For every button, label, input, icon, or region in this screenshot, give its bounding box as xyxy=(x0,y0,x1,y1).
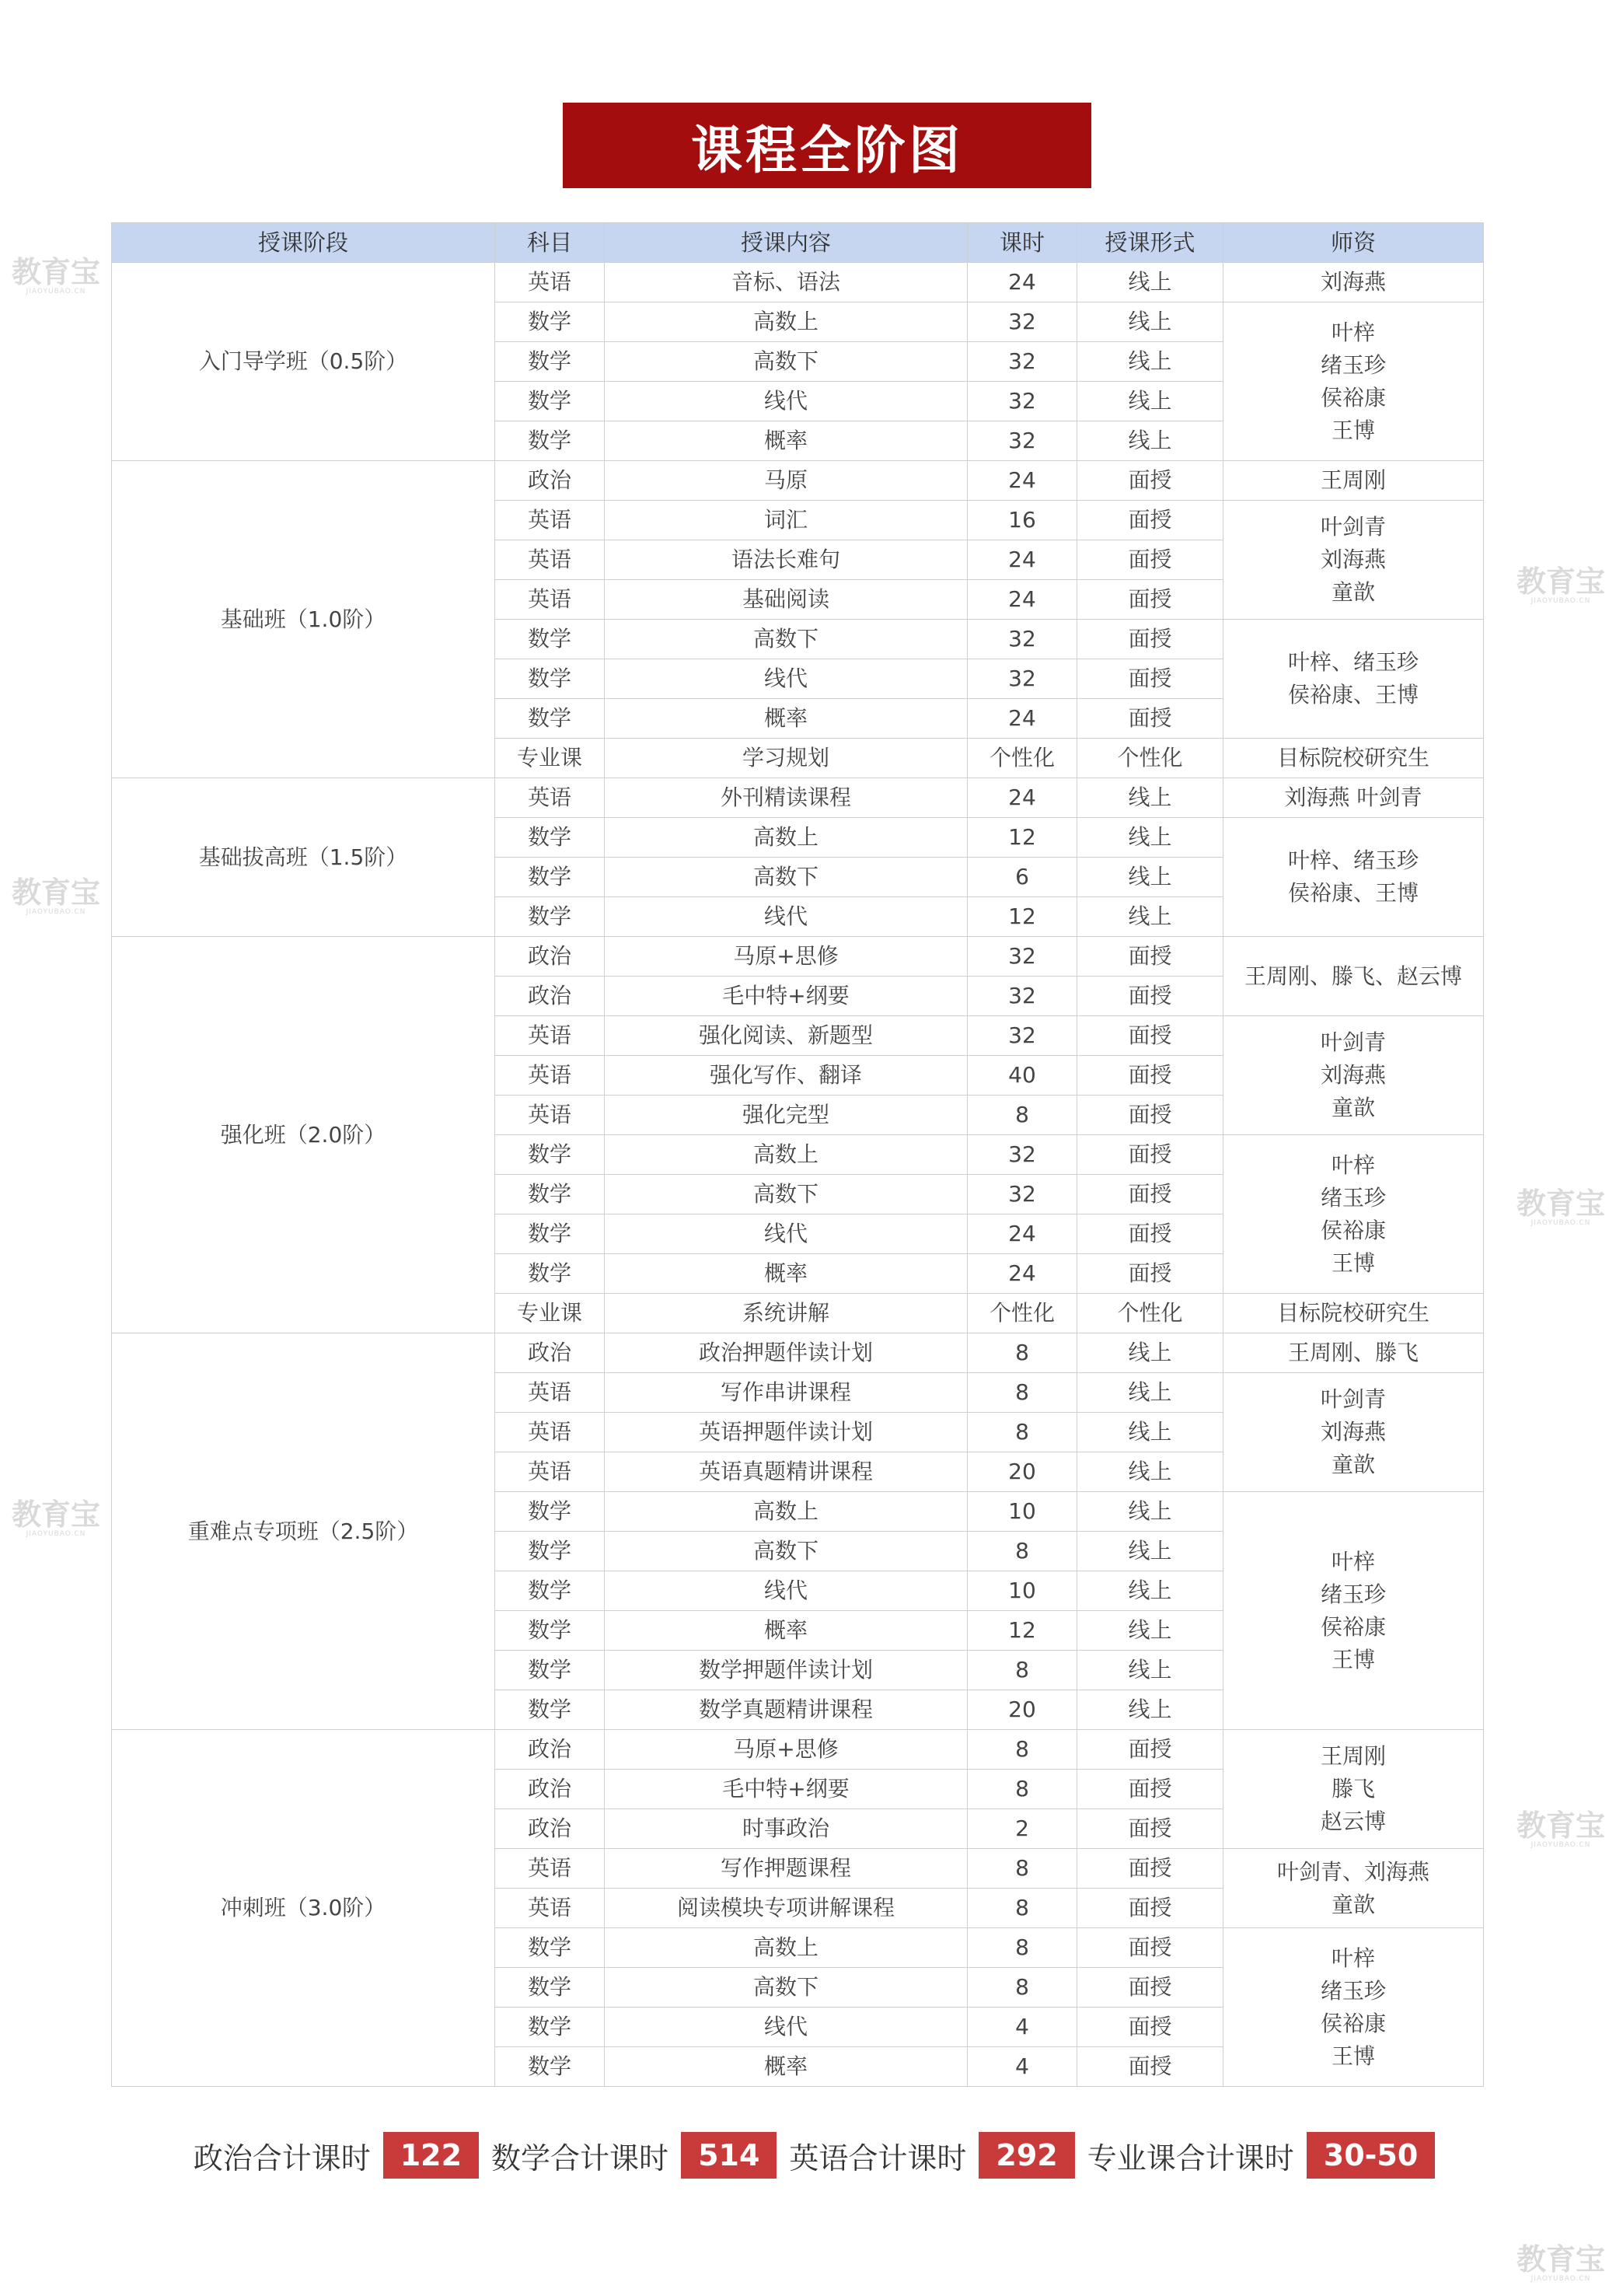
watermark-logo: 教育宝 JIAOYUBAO.CN xyxy=(1516,564,1605,605)
content-cell: 概率 xyxy=(605,1611,968,1651)
mode-cell: 面授 xyxy=(1077,580,1223,620)
hours-cell: 24 xyxy=(968,778,1077,818)
mode-cell: 面授 xyxy=(1077,1849,1223,1889)
header-subject: 科目 xyxy=(495,223,605,263)
table-row xyxy=(112,778,1484,818)
total-value-english: 292 xyxy=(979,2132,1074,2179)
subject-cell: 英语 xyxy=(495,1373,605,1413)
hours-cell: 24 xyxy=(968,263,1077,302)
hours-cell: 4 xyxy=(968,2047,1077,2087)
content-cell: 写作串讲课程 xyxy=(605,1373,968,1413)
teacher-cell: 刘海燕 xyxy=(1223,263,1484,302)
mode-cell: 线上 xyxy=(1077,263,1223,302)
stage-cell: 入门导学班（0.5阶） xyxy=(112,263,495,461)
content-cell: 线代 xyxy=(605,1571,968,1611)
teacher-cell: 王周刚 滕飞 赵云博 xyxy=(1223,1730,1484,1849)
mode-cell: 个性化 xyxy=(1077,1294,1223,1333)
subject-cell: 数学 xyxy=(495,659,605,699)
subject-cell: 专业课 xyxy=(495,739,605,778)
teacher-cell: 叶剑青 刘海燕 童歆 xyxy=(1223,1373,1484,1492)
mode-cell: 面授 xyxy=(1077,1254,1223,1294)
subject-cell: 数学 xyxy=(495,1928,605,1968)
subject-cell: 数学 xyxy=(495,302,605,342)
mode-cell: 线上 xyxy=(1077,1571,1223,1611)
hours-cell: 6 xyxy=(968,858,1077,897)
watermark-logo: 教育宝 JIAOYUBAO.CN xyxy=(11,255,100,295)
mode-cell: 面授 xyxy=(1077,977,1223,1016)
subject-cell: 英语 xyxy=(495,1016,605,1056)
hours-cell: 8 xyxy=(968,1928,1077,1968)
hours-cell: 10 xyxy=(968,1571,1077,1611)
mode-cell: 线上 xyxy=(1077,1611,1223,1651)
content-cell: 系统讲解 xyxy=(605,1294,968,1333)
total-value-math: 514 xyxy=(681,2132,777,2179)
teacher-cell: 叶梓 绪玉珍 侯裕康 王博 xyxy=(1223,302,1484,461)
subject-cell: 数学 xyxy=(495,1571,605,1611)
hours-cell: 24 xyxy=(968,580,1077,620)
subject-cell: 数学 xyxy=(495,1532,605,1571)
hours-cell: 12 xyxy=(968,1611,1077,1651)
teacher-cell: 目标院校研究生 xyxy=(1223,739,1484,778)
hours-cell: 16 xyxy=(968,501,1077,540)
watermark-logo: 教育宝 JIAOYUBAO.CN xyxy=(1516,2242,1605,2283)
mode-cell: 线上 xyxy=(1077,1532,1223,1571)
hours-cell: 32 xyxy=(968,1175,1077,1214)
teacher-cell: 王周刚、滕飞、赵云博 xyxy=(1223,937,1484,1016)
mode-cell: 面授 xyxy=(1077,2008,1223,2047)
teacher-cell: 王周刚 xyxy=(1223,461,1484,501)
mode-cell: 线上 xyxy=(1077,382,1223,421)
teacher-cell: 目标院校研究生 xyxy=(1223,1294,1484,1333)
subject-cell: 英语 xyxy=(495,1056,605,1096)
teacher-cell: 叶梓、绪玉珍 侯裕康、王博 xyxy=(1223,620,1484,739)
total-label-math: 数学合计课时 xyxy=(491,2140,669,2175)
content-cell: 英语真题精讲课程 xyxy=(605,1452,968,1492)
content-cell: 马原+思修 xyxy=(605,1730,968,1770)
mode-cell: 面授 xyxy=(1077,1968,1223,2008)
content-cell: 强化写作、翻译 xyxy=(605,1056,968,1096)
teacher-cell: 叶剑青 刘海燕 童歆 xyxy=(1223,501,1484,620)
course-table xyxy=(111,222,1484,2087)
subject-cell: 英语 xyxy=(495,1452,605,1492)
table-row xyxy=(112,1333,1484,1373)
stage-cell: 基础拔高班（1.5阶） xyxy=(112,778,495,937)
hours-cell: 12 xyxy=(968,818,1077,858)
subject-cell: 专业课 xyxy=(495,1294,605,1333)
mode-cell: 线上 xyxy=(1077,302,1223,342)
hours-cell: 8 xyxy=(968,1968,1077,2008)
table-row xyxy=(112,263,1484,302)
subject-cell: 数学 xyxy=(495,1968,605,2008)
subject-cell: 政治 xyxy=(495,1730,605,1770)
content-cell: 数学真题精讲课程 xyxy=(605,1690,968,1730)
mode-cell: 面授 xyxy=(1077,1175,1223,1214)
subject-cell: 英语 xyxy=(495,263,605,302)
content-cell: 高数下 xyxy=(605,1532,968,1571)
teacher-cell: 叶梓 绪玉珍 侯裕康 王博 xyxy=(1223,1928,1484,2087)
content-cell: 高数下 xyxy=(605,1175,968,1214)
content-cell: 线代 xyxy=(605,1214,968,1254)
subject-cell: 数学 xyxy=(495,897,605,937)
content-cell: 毛中特+纲要 xyxy=(605,977,968,1016)
hours-cell: 32 xyxy=(968,382,1077,421)
content-cell: 概率 xyxy=(605,421,968,461)
totals-bar xyxy=(0,2132,1616,2179)
header-teacher: 师资 xyxy=(1223,223,1484,263)
mode-cell: 线上 xyxy=(1077,778,1223,818)
mode-cell: 面授 xyxy=(1077,1096,1223,1135)
total-label-english: 英语合计课时 xyxy=(789,2140,967,2175)
content-cell: 外刊精读课程 xyxy=(605,778,968,818)
mode-cell: 线上 xyxy=(1077,1651,1223,1690)
subject-cell: 数学 xyxy=(495,1214,605,1254)
teacher-cell: 王周刚、滕飞 xyxy=(1223,1333,1484,1373)
content-cell: 概率 xyxy=(605,2047,968,2087)
mode-cell: 线上 xyxy=(1077,1373,1223,1413)
total-value-major: 30-50 xyxy=(1307,2132,1436,2179)
mode-cell: 线上 xyxy=(1077,1690,1223,1730)
mode-cell: 线上 xyxy=(1077,1452,1223,1492)
teacher-cell: 叶梓、绪玉珍 侯裕康、王博 xyxy=(1223,818,1484,937)
subject-cell: 数学 xyxy=(495,1651,605,1690)
teacher-cell: 叶剑青、刘海燕 童歆 xyxy=(1223,1849,1484,1928)
mode-cell: 面授 xyxy=(1077,1214,1223,1254)
mode-cell: 面授 xyxy=(1077,1056,1223,1096)
subject-cell: 数学 xyxy=(495,2008,605,2047)
subject-cell: 英语 xyxy=(495,778,605,818)
subject-cell: 英语 xyxy=(495,540,605,580)
mode-cell: 个性化 xyxy=(1077,739,1223,778)
subject-cell: 数学 xyxy=(495,699,605,739)
hours-cell: 32 xyxy=(968,421,1077,461)
content-cell: 线代 xyxy=(605,382,968,421)
hours-cell: 8 xyxy=(968,1532,1077,1571)
content-cell: 高数上 xyxy=(605,818,968,858)
mode-cell: 面授 xyxy=(1077,2047,1223,2087)
content-cell: 基础阅读 xyxy=(605,580,968,620)
mode-cell: 面授 xyxy=(1077,659,1223,699)
hours-cell: 32 xyxy=(968,342,1077,382)
mode-cell: 面授 xyxy=(1077,1135,1223,1175)
subject-cell: 数学 xyxy=(495,1611,605,1651)
hours-cell: 32 xyxy=(968,620,1077,659)
hours-cell: 20 xyxy=(968,1690,1077,1730)
header-content: 授课内容 xyxy=(605,223,968,263)
subject-cell: 数学 xyxy=(495,620,605,659)
mode-cell: 面授 xyxy=(1077,1889,1223,1928)
hours-cell: 40 xyxy=(968,1056,1077,1096)
content-cell: 学习规划 xyxy=(605,739,968,778)
hours-cell: 个性化 xyxy=(968,1294,1077,1333)
subject-cell: 政治 xyxy=(495,461,605,501)
content-cell: 时事政治 xyxy=(605,1809,968,1849)
mode-cell: 面授 xyxy=(1077,1809,1223,1849)
content-cell: 高数上 xyxy=(605,1928,968,1968)
content-cell: 高数上 xyxy=(605,302,968,342)
content-cell: 线代 xyxy=(605,659,968,699)
mode-cell: 线上 xyxy=(1077,897,1223,937)
content-cell: 词汇 xyxy=(605,501,968,540)
mode-cell: 面授 xyxy=(1077,620,1223,659)
table-header-row xyxy=(112,223,1484,263)
teacher-cell: 刘海燕 叶剑青 xyxy=(1223,778,1484,818)
hours-cell: 32 xyxy=(968,1135,1077,1175)
hours-cell: 24 xyxy=(968,699,1077,739)
stage-cell: 重难点专项班（2.5阶） xyxy=(112,1333,495,1730)
table-row xyxy=(112,1730,1484,1770)
hours-cell: 32 xyxy=(968,302,1077,342)
hours-cell: 2 xyxy=(968,1809,1077,1849)
header-mode: 授课形式 xyxy=(1077,223,1223,263)
table-row xyxy=(112,461,1484,501)
subject-cell: 数学 xyxy=(495,342,605,382)
hours-cell: 24 xyxy=(968,1254,1077,1294)
hours-cell: 个性化 xyxy=(968,739,1077,778)
content-cell: 线代 xyxy=(605,897,968,937)
subject-cell: 政治 xyxy=(495,1333,605,1373)
total-label-politics: 政治合计课时 xyxy=(193,2140,371,2175)
mode-cell: 线上 xyxy=(1077,858,1223,897)
total-value-politics: 122 xyxy=(383,2132,479,2179)
subject-cell: 数学 xyxy=(495,421,605,461)
content-cell: 阅读模块专项讲解课程 xyxy=(605,1889,968,1928)
hours-cell: 20 xyxy=(968,1452,1077,1492)
content-cell: 政治押题伴读计划 xyxy=(605,1333,968,1373)
content-cell: 马原+思修 xyxy=(605,937,968,977)
mode-cell: 线上 xyxy=(1077,421,1223,461)
hours-cell: 8 xyxy=(968,1889,1077,1928)
hours-cell: 4 xyxy=(968,2008,1077,2047)
hours-cell: 12 xyxy=(968,897,1077,937)
watermark-logo: 教育宝 JIAOYUBAO.CN xyxy=(1516,1186,1605,1227)
mode-cell: 线上 xyxy=(1077,342,1223,382)
mode-cell: 线上 xyxy=(1077,818,1223,858)
subject-cell: 数学 xyxy=(495,2047,605,2087)
content-cell: 强化完型 xyxy=(605,1096,968,1135)
subject-cell: 政治 xyxy=(495,937,605,977)
subject-cell: 数学 xyxy=(495,1135,605,1175)
hours-cell: 8 xyxy=(968,1096,1077,1135)
mode-cell: 面授 xyxy=(1077,937,1223,977)
watermark-logo: 教育宝 JIAOYUBAO.CN xyxy=(11,1497,100,1538)
subject-cell: 英语 xyxy=(495,1096,605,1135)
content-cell: 概率 xyxy=(605,699,968,739)
hours-cell: 10 xyxy=(968,1492,1077,1532)
content-cell: 高数上 xyxy=(605,1135,968,1175)
content-cell: 强化阅读、新题型 xyxy=(605,1016,968,1056)
content-cell: 高数下 xyxy=(605,342,968,382)
hours-cell: 24 xyxy=(968,1214,1077,1254)
header-hours: 课时 xyxy=(968,223,1077,263)
subject-cell: 英语 xyxy=(495,1849,605,1889)
header-stage: 授课阶段 xyxy=(112,223,495,263)
mode-cell: 线上 xyxy=(1077,1492,1223,1532)
hours-cell: 8 xyxy=(968,1413,1077,1452)
hours-cell: 8 xyxy=(968,1770,1077,1809)
content-cell: 数学押题伴读计划 xyxy=(605,1651,968,1690)
mode-cell: 面授 xyxy=(1077,461,1223,501)
subject-cell: 数学 xyxy=(495,382,605,421)
mode-cell: 面授 xyxy=(1077,501,1223,540)
content-cell: 高数上 xyxy=(605,1492,968,1532)
content-cell: 高数下 xyxy=(605,620,968,659)
content-cell: 写作押题课程 xyxy=(605,1849,968,1889)
teacher-cell: 叶剑青 刘海燕 童歆 xyxy=(1223,1016,1484,1135)
subject-cell: 英语 xyxy=(495,1413,605,1452)
hours-cell: 8 xyxy=(968,1730,1077,1770)
hours-cell: 8 xyxy=(968,1373,1077,1413)
content-cell: 音标、语法 xyxy=(605,263,968,302)
teacher-cell: 叶梓 绪玉珍 侯裕康 王博 xyxy=(1223,1135,1484,1294)
mode-cell: 面授 xyxy=(1077,1016,1223,1056)
watermark-logo: 教育宝 JIAOYUBAO.CN xyxy=(1516,1808,1605,1849)
content-cell: 高数下 xyxy=(605,1968,968,2008)
subject-cell: 数学 xyxy=(495,818,605,858)
mode-cell: 面授 xyxy=(1077,1928,1223,1968)
hours-cell: 32 xyxy=(968,659,1077,699)
teacher-cell: 叶梓 绪玉珍 侯裕康 王博 xyxy=(1223,1492,1484,1730)
subject-cell: 英语 xyxy=(495,1889,605,1928)
hours-cell: 24 xyxy=(968,540,1077,580)
mode-cell: 线上 xyxy=(1077,1413,1223,1452)
hours-cell: 8 xyxy=(968,1651,1077,1690)
subject-cell: 政治 xyxy=(495,977,605,1016)
mode-cell: 面授 xyxy=(1077,699,1223,739)
content-cell: 线代 xyxy=(605,2008,968,2047)
content-cell: 马原 xyxy=(605,461,968,501)
hours-cell: 8 xyxy=(968,1333,1077,1373)
stage-cell: 强化班（2.0阶） xyxy=(112,937,495,1333)
subject-cell: 数学 xyxy=(495,858,605,897)
subject-cell: 政治 xyxy=(495,1809,605,1849)
mode-cell: 面授 xyxy=(1077,1770,1223,1809)
content-cell: 英语押题伴读计划 xyxy=(605,1413,968,1452)
hours-cell: 32 xyxy=(968,1016,1077,1056)
subject-cell: 英语 xyxy=(495,580,605,620)
hours-cell: 24 xyxy=(968,461,1077,501)
hours-cell: 32 xyxy=(968,937,1077,977)
content-cell: 语法长难句 xyxy=(605,540,968,580)
table-row xyxy=(112,937,1484,977)
content-cell: 毛中特+纲要 xyxy=(605,1770,968,1809)
subject-cell: 数学 xyxy=(495,1492,605,1532)
page-title-banner xyxy=(563,103,1091,188)
subject-cell: 政治 xyxy=(495,1770,605,1809)
stage-cell: 冲刺班（3.0阶） xyxy=(112,1730,495,2087)
total-label-major: 专业课合计课时 xyxy=(1087,2140,1294,2175)
mode-cell: 面授 xyxy=(1077,1730,1223,1770)
watermark-logo: 教育宝 JIAOYUBAO.CN xyxy=(11,875,100,916)
mode-cell: 面授 xyxy=(1077,540,1223,580)
content-cell: 高数下 xyxy=(605,858,968,897)
subject-cell: 英语 xyxy=(495,501,605,540)
subject-cell: 数学 xyxy=(495,1175,605,1214)
subject-cell: 数学 xyxy=(495,1254,605,1294)
hours-cell: 8 xyxy=(968,1849,1077,1889)
hours-cell: 32 xyxy=(968,977,1077,1016)
subject-cell: 数学 xyxy=(495,1690,605,1730)
page-title: 课程全阶图 xyxy=(691,120,963,180)
content-cell: 概率 xyxy=(605,1254,968,1294)
stage-cell: 基础班（1.0阶） xyxy=(112,461,495,778)
mode-cell: 线上 xyxy=(1077,1333,1223,1373)
